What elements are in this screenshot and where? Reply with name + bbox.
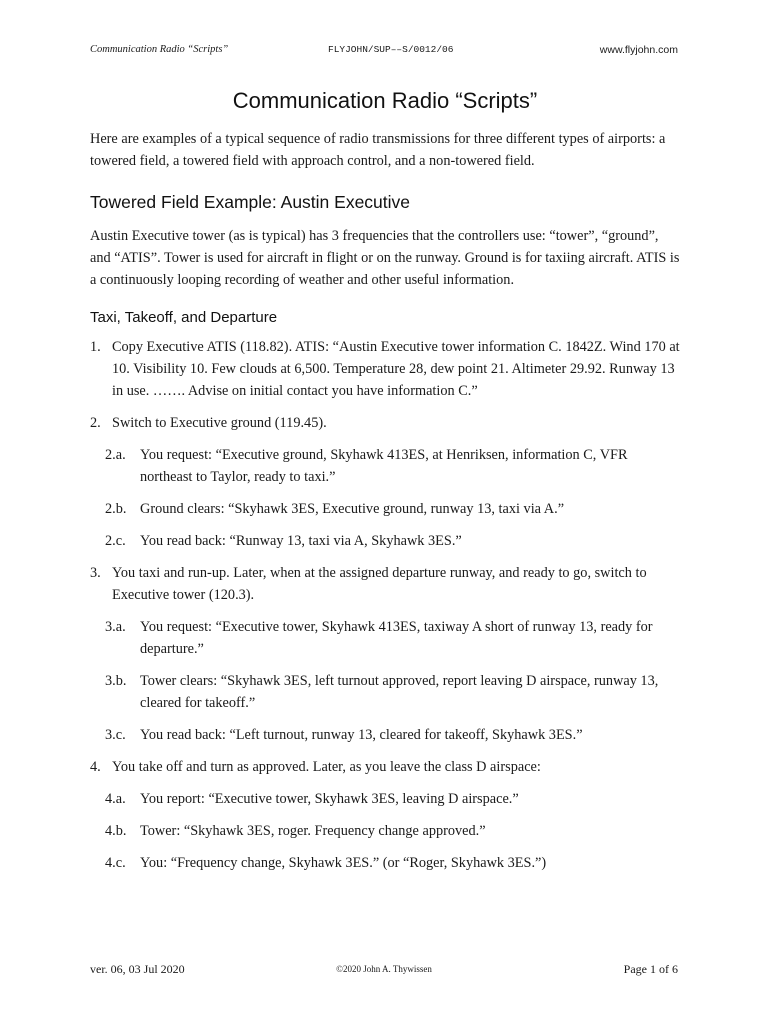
list-item <box>90 670 680 714</box>
list-number: 1. <box>90 339 101 355</box>
header-website-link[interactable]: www.flyjohn.com <box>599 44 678 56</box>
list-number: 4. <box>90 759 101 775</box>
list-text: Tower clears: “Skyhawk 3ES, left turnout approved, report leaving D airspace, runway 13, cleared for takeoff.” <box>140 673 659 711</box>
document-body <box>90 88 680 884</box>
section-paragraph: Austin Executive tower (as is typical) has 3 frequencies that the controllers use: “tower”, “ground”, and “ATIS”. Tower is used for aircraft in flight or on the runway. Ground is for taxiing aircraft. ATIS is a continuously looping recording of weather and other useful information. <box>90 228 680 288</box>
list-number: 3.c. <box>105 727 126 743</box>
list-text: You: “Frequency change, Skyhawk 3ES.” (or “Roger, Skyhawk 3ES.”) <box>140 855 547 871</box>
list-text: You read back: “Left turnout, runway 13, cleared for takeoff, Skyhawk 3ES.” <box>140 727 583 743</box>
list-text: Switch to Executive ground (119.45). <box>112 415 327 431</box>
footer-copyright: ©2020 John A. Thywissen <box>336 964 432 974</box>
list-item <box>90 820 680 842</box>
page-header <box>90 44 678 62</box>
page-title: Communication Radio “Scripts” <box>232 88 538 113</box>
footer-page-number: Page 1 of 6 <box>623 962 678 976</box>
header-doc-title: Communication Radio “Scripts” <box>90 44 229 55</box>
list-item <box>90 444 680 488</box>
list-text: You taxi and run-up. Later, when at the assigned departure runway, and ready to go, switch to Executive tower (120.3). <box>112 565 647 603</box>
list-number: 4.a. <box>105 791 126 807</box>
list-item <box>90 724 680 746</box>
list-item <box>90 562 680 606</box>
header-doc-id: FLYJOHN/SUP––S/0012/06 <box>328 44 454 55</box>
list-item <box>90 756 680 778</box>
list-number: 3. <box>90 565 101 581</box>
subsection-heading: Taxi, Takeoff, and Departure <box>90 309 278 326</box>
list-item <box>90 412 680 434</box>
list-item <box>90 852 680 874</box>
list-text: Tower: “Skyhawk 3ES, roger. Frequency change approved.” <box>140 823 486 839</box>
list-number: 4.c. <box>105 855 126 871</box>
list-text: You request: “Executive ground, Skyhawk 413ES, at Henriksen, information C, VFR northeast to Taylor, ready to taxi.” <box>140 447 628 485</box>
list-number: 2.b. <box>105 501 127 517</box>
section-heading: Towered Field Example: Austin Executive <box>90 192 411 212</box>
list-number: 3.b. <box>105 673 127 689</box>
steps-list <box>90 336 680 874</box>
list-text: You read back: “Runway 13, taxi via A, Skyhawk 3ES.” <box>140 533 462 549</box>
list-number: 2.a. <box>105 447 126 463</box>
footer-version: ver. 06, 03 Jul 2020 <box>90 962 185 976</box>
list-text: You request: “Executive tower, Skyhawk 413ES, taxiway A short of runway 13, ready for departure.” <box>140 619 653 657</box>
list-item <box>90 336 680 402</box>
list-text: Ground clears: “Skyhawk 3ES, Executive ground, runway 13, taxi via A.” <box>140 501 565 517</box>
page-footer <box>90 962 678 978</box>
list-text: You take off and turn as approved. Later, as you leave the class D airspace: <box>112 759 541 775</box>
list-number: 4.b. <box>105 823 127 839</box>
list-text: Copy Executive ATIS (118.82). ATIS: “Austin Executive tower information C. 1842Z. Wind 170 at 10. Visibility 10. Few clouds at 6,500. Temperature 28, dew point 21. Altimeter 29.92. Runway 13 in use. ……. Advise on initial contact you have information C.” <box>112 339 680 399</box>
list-number: 3.a. <box>105 619 126 635</box>
list-item <box>90 788 680 810</box>
list-item <box>90 616 680 660</box>
list-number: 2. <box>90 415 101 431</box>
list-item <box>90 498 680 520</box>
list-item <box>90 530 680 552</box>
list-text: You report: “Executive tower, Skyhawk 3ES, leaving D airspace.” <box>140 791 519 807</box>
list-number: 2.c. <box>105 533 126 549</box>
intro-paragraph: Here are examples of a typical sequence of radio transmissions for three different types of airports: a towered field, a towered field with approach control, and a non-towered field. <box>90 131 666 169</box>
